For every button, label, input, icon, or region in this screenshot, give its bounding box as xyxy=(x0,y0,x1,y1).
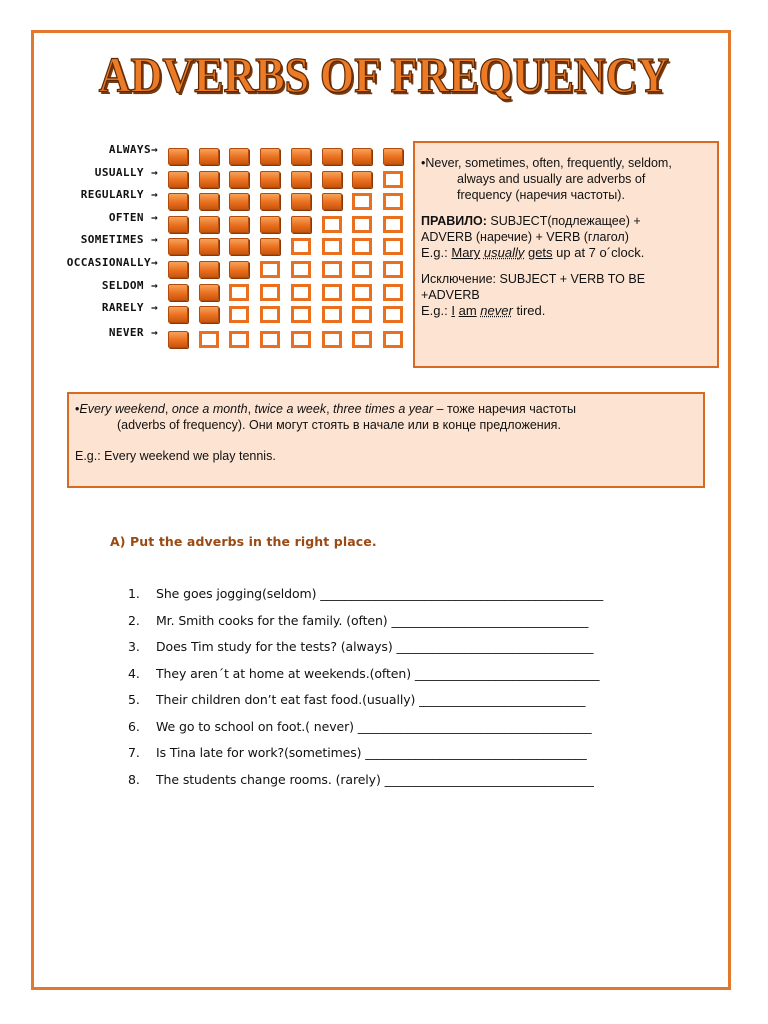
empty-square xyxy=(383,216,403,233)
filled-square xyxy=(199,261,219,278)
scale-label: OFTEN → xyxy=(108,210,158,224)
exercise-sentence: Is Tina late for work?(sometimes) ____________________________________ xyxy=(156,745,587,760)
empty-square xyxy=(322,238,342,255)
exercise-item xyxy=(128,666,599,681)
filled-square xyxy=(199,238,219,255)
filled-square xyxy=(229,238,249,255)
filled-square xyxy=(229,261,249,278)
filled-square xyxy=(199,306,219,323)
filled-square xyxy=(168,193,188,210)
example-2-adverb: never xyxy=(480,303,513,318)
empty-square xyxy=(291,306,311,323)
rule-line-1: Never, sometimes, often, frequently, seldom, xyxy=(425,156,672,170)
empty-square xyxy=(352,306,372,323)
empty-square xyxy=(260,284,280,301)
empty-square xyxy=(352,193,372,210)
exercise-number: 6. xyxy=(128,718,140,734)
exception-label: Исключение xyxy=(421,272,493,286)
rule-box xyxy=(413,141,719,368)
empty-square xyxy=(322,331,342,348)
empty-square xyxy=(260,261,280,278)
filled-square xyxy=(199,284,219,301)
empty-square xyxy=(291,261,311,278)
filled-square xyxy=(199,148,219,165)
exercise-sentence: They aren´t at home at weekends.(often) ______________________________ xyxy=(156,665,600,681)
scale-label: REGULARLY → xyxy=(80,188,158,202)
scale-label: NEVER → xyxy=(108,325,158,339)
example-1-prefix: E.g.: xyxy=(421,245,452,260)
page-title: ADVERBS OF FREQUENCY xyxy=(98,48,670,103)
exercise-number: 4. xyxy=(128,665,140,681)
exercise-item xyxy=(128,613,588,628)
exercise-number: 7. xyxy=(128,745,140,760)
filled-square xyxy=(291,216,311,233)
exercise-item xyxy=(128,745,587,760)
freq-example: E.g.: Every weekend we play tennis. xyxy=(75,449,276,463)
filled-square xyxy=(229,171,249,188)
scale-label: OCCASIONALLY→ xyxy=(66,256,158,269)
exercise-number: 5. xyxy=(128,692,140,707)
exercise-sentence: Their children don’t eat fast food.(usually) ___________________________ xyxy=(156,692,586,707)
filled-square xyxy=(168,261,188,278)
exception-text-2: +ADVERB xyxy=(421,288,480,302)
freq-line-2: (adverbs of frequency). Они могут стоять в начале или в конце предложения. xyxy=(117,418,561,432)
filled-square xyxy=(168,306,188,323)
exercise-sentence: We go to school on foot.( never) ______________________________________ xyxy=(156,718,592,734)
filled-square xyxy=(229,193,249,210)
filled-square xyxy=(260,148,280,165)
rule-line-2: always and usually are adverbs of xyxy=(457,172,646,186)
freq-tail: – тоже наречия частоты xyxy=(433,402,576,416)
exercise-number: 1. xyxy=(128,586,140,601)
empty-square xyxy=(383,306,403,323)
exercise-item xyxy=(128,719,591,734)
frequency-expressions-box xyxy=(67,392,705,488)
phrase-twice-a-week: twice a week xyxy=(254,402,327,416)
filled-square xyxy=(168,331,188,348)
exercise-number: 3. xyxy=(128,639,140,654)
filled-square xyxy=(352,171,372,188)
filled-square xyxy=(168,238,188,255)
filled-square xyxy=(383,148,403,165)
filled-square xyxy=(291,193,311,210)
scale-label: USUALLY → xyxy=(94,165,158,179)
scale-label: ALWAYS→ xyxy=(108,143,158,156)
exercise-number: 8. xyxy=(128,771,140,787)
exercise-item xyxy=(128,692,585,707)
empty-square xyxy=(383,261,403,278)
exception-text-1: : SUBJECT + VERB TO BE xyxy=(492,272,646,286)
example-2-prefix: E.g.: xyxy=(421,303,452,318)
empty-square xyxy=(291,238,311,255)
exercise-item xyxy=(128,586,603,601)
empty-square xyxy=(352,216,372,233)
filled-square xyxy=(260,238,280,255)
empty-square xyxy=(383,193,403,210)
empty-square xyxy=(322,306,342,323)
filled-square xyxy=(199,193,219,210)
empty-square xyxy=(322,216,342,233)
empty-square xyxy=(352,238,372,255)
example-2-subject: I xyxy=(451,303,455,318)
empty-square xyxy=(352,284,372,301)
example-1-verb: gets xyxy=(527,245,553,260)
filled-square xyxy=(168,284,188,301)
filled-square xyxy=(260,216,280,233)
empty-square xyxy=(383,171,403,188)
bullet-icon: • xyxy=(75,402,80,416)
exercise-item xyxy=(128,639,593,654)
exercise-sentence: Does Tim study for the tests? (always) ________________________________ xyxy=(156,639,594,654)
exercise-item xyxy=(128,772,594,787)
empty-square xyxy=(291,331,311,348)
empty-square xyxy=(322,261,342,278)
example-1-subject: Mary xyxy=(451,245,481,260)
empty-square xyxy=(383,331,403,348)
empty-square xyxy=(352,261,372,278)
filled-square xyxy=(322,171,342,188)
filled-square xyxy=(229,148,249,165)
rule-line-3: frequency (наречия частоты). xyxy=(457,188,625,202)
filled-square xyxy=(229,216,249,233)
scale-label: RARELY → xyxy=(101,301,158,315)
filled-square xyxy=(260,171,280,188)
filled-square xyxy=(322,193,342,210)
empty-square xyxy=(229,284,249,301)
filled-square xyxy=(291,148,311,165)
exercise-title: A) Put the adverbs in the right place. xyxy=(110,534,377,549)
exercise-sentence: Mr. Smith cooks for the family. (often) ________________________________ xyxy=(156,612,589,628)
example-1-rest: up at 7 o´clock. xyxy=(552,245,645,260)
scale-label: SELDOM → xyxy=(101,278,158,292)
scale-label: SOMETIMES → xyxy=(80,233,158,247)
empty-square xyxy=(352,331,372,348)
phrase-once-a-month: once a month xyxy=(171,402,248,416)
empty-square xyxy=(229,306,249,323)
example-2-verb: am xyxy=(458,303,477,318)
separator: , xyxy=(247,402,255,416)
filled-square xyxy=(291,171,311,188)
empty-square xyxy=(199,331,219,348)
empty-square xyxy=(383,284,403,301)
separator: , xyxy=(326,402,334,416)
exercise-sentence: She goes jogging(seldom) ______________________________________________ xyxy=(156,586,604,601)
empty-square xyxy=(291,284,311,301)
example-2-rest: tired. xyxy=(512,303,546,318)
filled-square xyxy=(260,193,280,210)
filled-square xyxy=(199,216,219,233)
exercise-sentence: The students change rooms. (rarely) __________________________________ xyxy=(156,771,594,787)
empty-square xyxy=(260,306,280,323)
phrase-every-weekend: Every weekend xyxy=(79,402,165,416)
empty-square xyxy=(260,331,280,348)
empty-square xyxy=(322,284,342,301)
exercise-number: 2. xyxy=(128,612,140,628)
separator: , xyxy=(164,402,172,416)
rule-label: ПРАВИЛО: xyxy=(421,214,487,228)
filled-square xyxy=(199,171,219,188)
rule-text-2: ADVERB (наречие) + VERB (глагол) xyxy=(421,230,629,244)
phrase-three-times-a-year: three times a year xyxy=(333,402,434,416)
empty-square xyxy=(383,238,403,255)
empty-square xyxy=(229,331,249,348)
filled-square xyxy=(168,216,188,233)
bullet-icon: • xyxy=(421,156,426,170)
filled-square xyxy=(322,148,342,165)
filled-square xyxy=(352,148,372,165)
rule-text-1: SUBJECT(подлежащее) + xyxy=(486,214,641,228)
example-1-adverb: usually xyxy=(483,245,525,260)
filled-square xyxy=(168,171,188,188)
filled-square xyxy=(168,148,188,165)
